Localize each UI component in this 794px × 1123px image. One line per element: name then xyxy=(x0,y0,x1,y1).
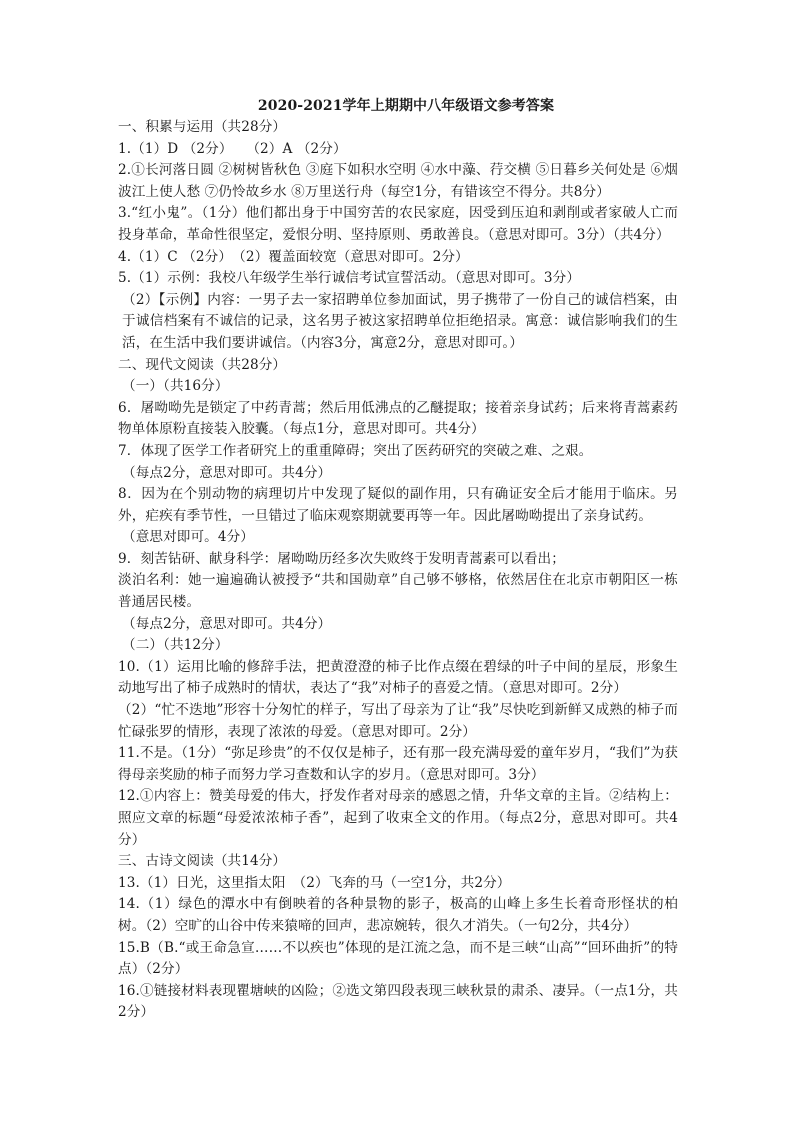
answer-q2: 2.①长河落日圆 ②树树皆秋色 ③庭下如积水空明 ④水中藻、荇交横 ⑤日暮乡关何处是 ⑥烟波江上使人愁 ⑦仍怜故乡水 ⑧万里送行舟（每空1分，有错该空不得分。共8分） xyxy=(118,162,678,200)
answer-document xyxy=(118,95,678,1024)
answer-q10-part2: （2）“忙不迭地”形容十分匆忙的样子，写出了母亲为了让“我”尽快吃到新鲜又成熟的柿子而忙碌张罗的情形，表现了浓浓的母爱。（意思对即可。2分） xyxy=(118,702,678,740)
answer-q9-score: （每点2分，意思对即可。共4分） xyxy=(122,615,332,632)
answer-q15: 15.B（B.“或王命急宣……不以疾也”体现的是江流之急，而不是三峡“山高”“回环曲折”的特点）（2分） xyxy=(118,939,678,978)
section-heading-2: 二、现代文阅读（共28分） xyxy=(118,356,287,373)
answer-q7-score: （每点2分，意思对即可。共4分） xyxy=(122,464,332,481)
answer-q14: 14.（1）绿色的潭水中有倒映着的各种景物的影子，极高的山峰上多生长着奇形怪状的柏树。（2）空旷的山谷中传来猿啼的回声，悲凉婉转，很久才消失。（一句2分，共4分） xyxy=(118,896,678,934)
answer-q6: 6．屠呦呦先是锁定了中药青蒿；然后用低沸点的乙醚提取；接着亲身试药；后来将青蒿素药物单体原粉直接装入胶囊。（每点1分，意思对即可。共4分） xyxy=(118,399,678,438)
answer-body xyxy=(118,117,678,1024)
section-heading-1: 一、积累与运用（共28分） xyxy=(118,119,287,135)
answer-q8: 8．因为在个别动物的病理切片中发现了疑似的副作用，只有确证安全后才能用于临床。另外，疟疾有季节性，一旦错过了临床观察期就要再等一年。因此屠呦呦提出了亲身试药。 xyxy=(118,486,678,524)
answer-q8-score: （意思对即可。4分） xyxy=(122,529,254,546)
answer-q11: 11.不是。（1分）“弥足珍贵”的不仅仅是柿子，还有那一段充满母爱的童年岁月，“我们”为获得母亲奖励的柿子而努力学习查数和认字的岁月。（意思对即可。3分） xyxy=(118,745,678,783)
answer-q16: 16.①链接材料表现瞿塘峡的凶险；②选文第四段表现三峡秋景的肃杀、凄异。（一点1分，共2分） xyxy=(118,982,678,1021)
answer-q7: 7．体现了医学工作者研究上的重重障碍；突出了医药研究的突破之难、之艰。 xyxy=(118,442,593,459)
subsection-heading-2-1: （一）（共16分） xyxy=(122,378,229,395)
answer-q13: 13.（1）日光，这里指太阳 （2）飞奔的马（一空1分，共2分） xyxy=(118,874,511,891)
section-heading-3: 三、古诗文阅读（共14分） xyxy=(118,853,287,870)
subsection-heading-2-2: （二）（共12分） xyxy=(122,637,229,654)
answer-q9-part2: 淡泊名利：她一遍遍确认被授予“共和国勋章”自己够不够格，依然居住在北京市朝阳区一栋普通居民楼。 xyxy=(118,572,678,611)
answer-q9-part1: 9．刻苦钻研、献身科学：屠呦呦历经多次失败终于发明青蒿素可以看出； xyxy=(118,550,565,567)
answer-q3: 3.“红小鬼”。（1分）他们都出身于中国穷苦的农民家庭，因受到压迫和剥削或者家破人亡而投身革命，革命性很坚定，爱恨分明、坚持原则、勇敢善良。（意思对即可。3分）（共4分） xyxy=(118,205,678,243)
answer-q5-part1: 5.（1）示例：我校八年级学生举行诚信考试宣誓活动。（意思对即可。3分） xyxy=(118,270,581,287)
answer-q10-part1: 10.（1）运用比喻的修辞手法，把黄澄澄的柿子比作点缀在碧绿的叶子中间的星辰，形象生动地写出了柿子成熟时的情状，表达了“我”对柿子的喜爱之情。（意思对即可。2分） xyxy=(118,658,678,697)
answer-q1: 1.（1）D （2分） （2）A （2分） xyxy=(118,140,347,157)
answer-q4: 4.（1）C （2分） （2）覆盖面较宽（意思对即可。2分） xyxy=(118,248,469,265)
answer-q5-part2: （2）【示例】内容：一男子去一家招聘单位参加面试，男子携带了一份自己的诚信档案，由于诚信档案有不诚信的记录，这名男子被这家招聘单位拒绝招录。寓意：诚信影响我们的生活，在生活中我们要讲诚信。（内容3分，寓意2分，意思对即可。） xyxy=(122,291,678,351)
document-title: 2020-2021学年上期期中八年级语文参考答案 xyxy=(257,98,555,114)
answer-q12: 12.①内容上：赞美母爱的伟大，抒发作者对母亲的感恩之情，升华文章的主旨。②结构上：照应文章的标题“母爱浓浓柿子香”，起到了收束全文的作用。（每点2分，意思对即可。共4分） xyxy=(118,788,678,848)
